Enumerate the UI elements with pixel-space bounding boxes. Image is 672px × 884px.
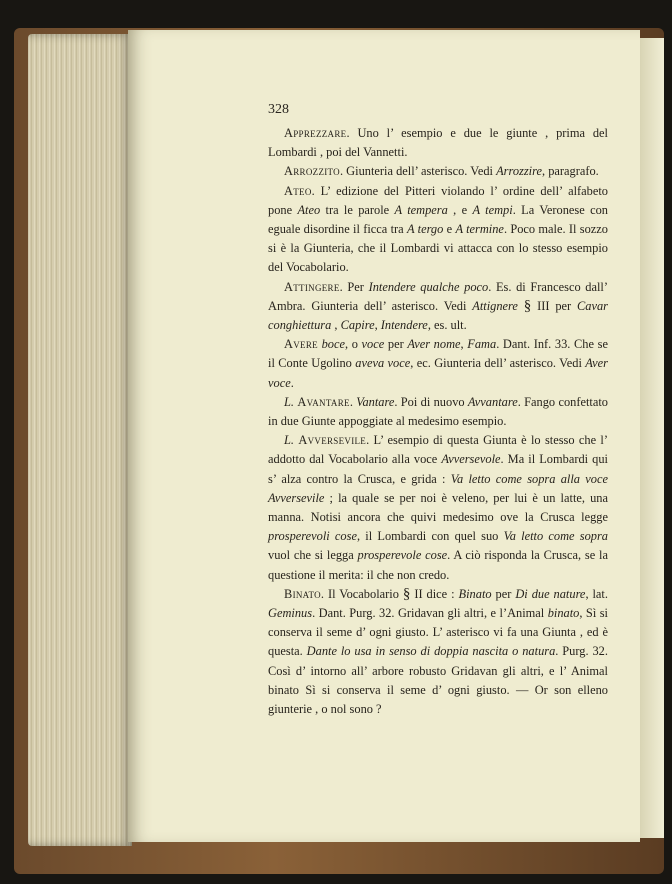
entry-ateo [268, 182, 608, 278]
page-text [268, 124, 608, 719]
entry-text: vuol che si legga [268, 548, 358, 563]
page-number: 328 [268, 102, 289, 117]
entry-text: . Poco male. Il sozzo si è la Giunteria, che il Lombardi vi attacca con lo stesso esempio del Vocabolario. [268, 222, 608, 275]
entry-text: boce [321, 337, 345, 352]
entry-headword: Binato [284, 586, 321, 601]
entry-text: Avversevole [441, 452, 501, 467]
entry-text: e [443, 222, 456, 237]
entry-text: A tempera [394, 202, 448, 217]
section-sign: § [523, 297, 532, 314]
entry-text: , il Lombardi con quel suo [356, 529, 504, 544]
entry-text: Arrozzire [496, 164, 542, 179]
entry-text: . Purg. 32. Così d’ intorno all’ arbore robusto Gridavan gli altri, e l’ Animal binato Sì si conserva il seme d’ ogni giusto. — Or son elleno giunterie , o nol sono ? [268, 644, 608, 717]
entry-text: voce [361, 337, 385, 352]
entry-text: . Poi di nuovo [394, 394, 468, 409]
facing-page-edge [640, 38, 664, 838]
entry-text: II dice : [410, 586, 459, 601]
entry-text: L. [284, 394, 294, 409]
entry-text: . Dant. Purg. 32. Gridavan gli altri, e l’Animal [312, 606, 548, 621]
entry-text: , lat. [585, 586, 608, 601]
entry-text: III per [531, 298, 578, 313]
entry-text: Attignere [472, 298, 518, 313]
entry-headword: Attingere [284, 279, 340, 294]
entry-text: , [460, 337, 468, 352]
entry-text: , o [344, 337, 362, 352]
entry-text: A termine [455, 222, 504, 237]
entry-text: , [374, 318, 381, 333]
entry-text: Intendere [380, 318, 428, 333]
entry-avversevile [268, 431, 608, 585]
entry-text: , es. ult. [427, 318, 467, 333]
entry-text: , [331, 318, 341, 333]
entry-text: tra le parole [320, 202, 395, 217]
entry-headword: Apprezzare [284, 126, 347, 140]
entry-text: . Dant. Inf. 33. Che se il Conte Ugolino [268, 337, 608, 371]
entry-headword: Arrozzito [284, 164, 340, 179]
entry-avantare [268, 393, 608, 431]
entry-apprezzare [268, 124, 608, 162]
entry-text: per [491, 586, 516, 601]
entry-text: . La Veronese con eguale disordine il ficca tra [268, 202, 608, 237]
entry-text: Binato [458, 586, 492, 601]
entry-text: Di due nature [515, 586, 586, 601]
entry-headword: Avversevile [298, 433, 367, 448]
entry-text: Cavar conghiettura [268, 298, 608, 333]
entry-text: per [384, 337, 408, 352]
entry-attingere [268, 278, 608, 336]
page-edges [28, 34, 132, 846]
entry-text: Fama [467, 337, 497, 352]
entry-avere [268, 335, 608, 393]
entry-text: prosperevole cose [357, 548, 448, 563]
entry-text: . Es. di Francesco dall’ Ambra. Giunteria dell’ asterisco. Vedi [268, 279, 608, 313]
entry-text: aveva voce [355, 356, 411, 371]
entry-text: . L’ esempio di questa Giunta è lo stesso che l’ addotto dal Vocabolario alla voce [268, 433, 608, 467]
entry-headword: Avantare [297, 394, 350, 409]
entry-text: . A ciò risponda la Crusca, se la questione il merita: il che non credo. [268, 548, 608, 582]
entry-text: , ec. Giunteria dell’ asterisco. Vedi [410, 356, 586, 371]
entry-text: Ateo [297, 202, 321, 217]
entry-text: , paragrafo. [542, 164, 599, 179]
entry-text: . [290, 375, 294, 390]
entry-text: . [349, 394, 357, 409]
entry-headword: Ateo [284, 183, 312, 198]
entry-text: . Il Vocabolario [320, 586, 403, 601]
entry-text: L. [284, 433, 294, 448]
entry-text: . L’ edizione del Pitteri violando l’ ordine dell’ alfabeto pone [268, 183, 608, 217]
entry-text: . Fango confettato in due Giunte appoggiate al medesimo esempio. [268, 394, 608, 429]
entry-text: Vantare [356, 394, 395, 409]
entry-text: Intendere qualche poco [368, 279, 489, 294]
entry-text: , e [447, 202, 473, 217]
entry-text: . Giunteria dell’ asterisco. Vedi [339, 164, 497, 179]
entry-text: Capire [340, 318, 375, 333]
entry-text: . Ma il Lombardi qui s’ alza contro la Crusca, e grida : [268, 452, 608, 486]
entry-headword: Avere [284, 337, 318, 352]
entry-text: Aver voce [268, 356, 609, 390]
entry-text: Aver nome [407, 337, 461, 352]
entry-text: Dante lo usa in senso di doppia nascita o natura [306, 644, 556, 659]
entry-text: ; la quale se per noi è veleno, per lui è un latte, una manna. Notisi ancora che quivi medesimo ove la Crusca legge [268, 490, 608, 525]
entry-text: prosperevoli cose [268, 529, 357, 544]
entry-text: Geminus [268, 606, 313, 621]
entry-text: Avvantare [467, 394, 518, 409]
entry-arrozzito [268, 162, 608, 181]
entry-text: binato [547, 606, 580, 621]
entry-text: A tempi [472, 202, 513, 217]
entry-text: . Uno l’ esempio e due le giunte , prima del Lombardi , poi del Vannetti. [268, 126, 608, 160]
entry-text: A tergo [406, 222, 444, 237]
entry-text: Va letto come sopra alla voce Avversevile [268, 471, 608, 505]
entry-text: , Sì si conserva il seme d’ ogni giusto. L’ asterisco vi fa una Giunta , ed è questa. [268, 606, 608, 659]
entry-text: Va letto come sopra [503, 529, 609, 544]
entry-binato [268, 585, 608, 719]
entry-text: . Per [339, 279, 369, 294]
section-sign: § [402, 585, 411, 602]
